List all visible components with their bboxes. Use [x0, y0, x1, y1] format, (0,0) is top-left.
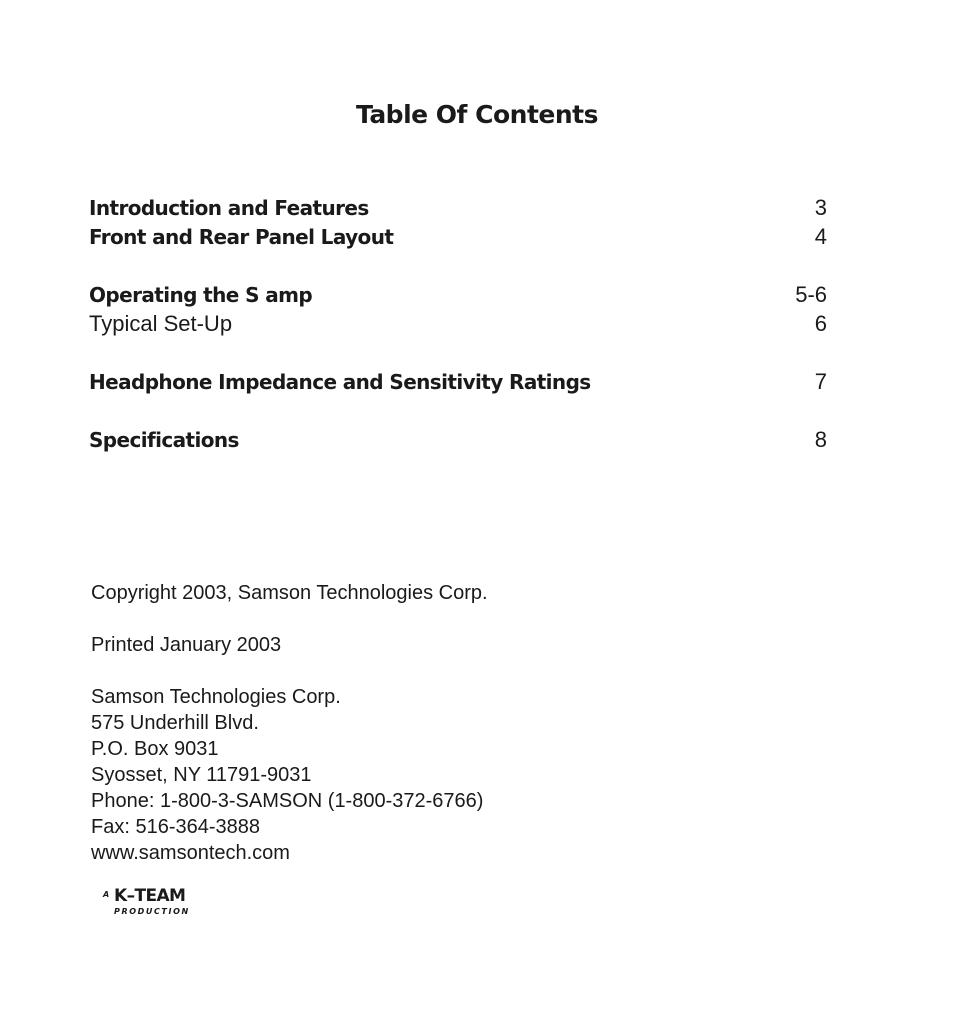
logo-prefix: A: [103, 890, 110, 899]
toc-entry-page: 6: [814, 311, 827, 336]
toc-entry-typical-setup[interactable]: [89, 309, 827, 339]
copyright-notice: Copyright 2003, Samson Technologies Corp.: [91, 582, 488, 604]
toc-entry-page: 7: [814, 369, 827, 394]
toc-entry-label: Front and Rear Panel Layout: [89, 225, 394, 249]
toc-entry-introduction[interactable]: [89, 193, 827, 223]
page-title: Table Of Contents: [355, 100, 598, 129]
toc-entry-page: 3: [814, 195, 827, 220]
address-company: Samson Technologies Corp.: [91, 686, 341, 708]
toc-entry-headphone-ratings[interactable]: [89, 367, 827, 397]
address-phone: Phone: 1-800-3-SAMSON (1-800-372-6766): [91, 790, 484, 812]
toc-entry-panel-layout[interactable]: [89, 222, 827, 252]
toc-entry-operating[interactable]: [89, 280, 827, 310]
toc-entry-label: Typical Set-Up: [89, 311, 233, 336]
toc-entry-label: Introduction and Features: [89, 196, 369, 220]
address-website: www.samsontech.com: [91, 842, 290, 864]
address-fax: Fax: 516-364-3888: [91, 816, 261, 838]
toc-entry-label: Operating the S amp: [89, 283, 313, 307]
logo-wordmark: K–TEAM: [114, 886, 186, 906]
k-team-logo: [103, 886, 203, 920]
address-city: Syosset, NY 11791-9031: [91, 764, 312, 786]
printed-date: Printed January 2003: [91, 634, 282, 656]
logo-subtitle: PRODUCTION: [114, 907, 190, 916]
toc-entry-label: Headphone Impedance and Sensitivity Ratings: [89, 370, 591, 394]
toc-entry-page: 8: [814, 427, 827, 452]
toc-entry-specifications[interactable]: [89, 425, 827, 455]
address-po-box: P.O. Box 9031: [91, 738, 219, 760]
toc-entry-page: 4: [814, 224, 827, 249]
toc-entry-label: Specifications: [89, 428, 239, 452]
toc-entry-page: 5-6: [795, 282, 827, 307]
address-street: 575 Underhill Blvd.: [91, 712, 259, 734]
